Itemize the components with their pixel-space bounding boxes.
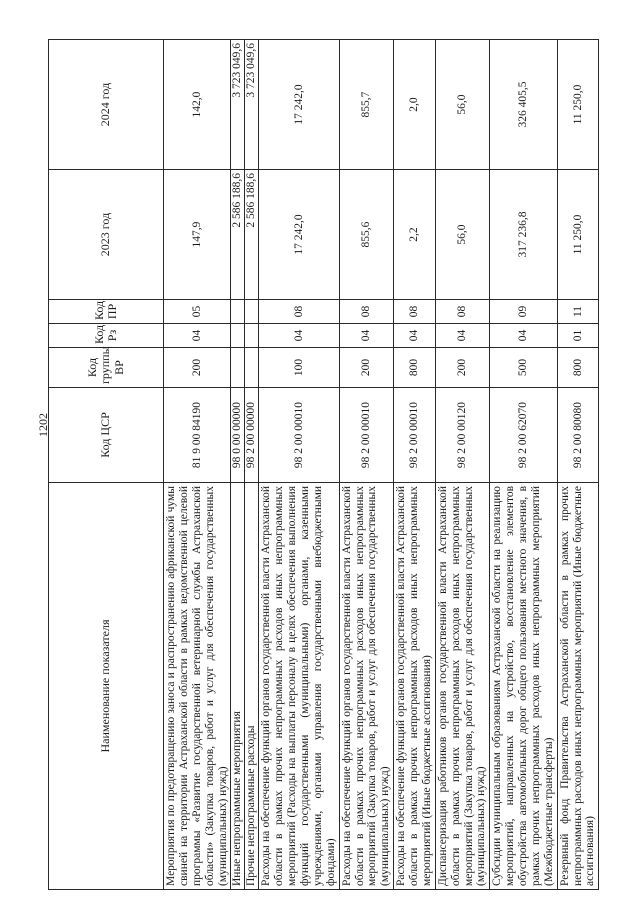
row-csr: 98 2 00 00120 xyxy=(435,388,490,483)
row-rz: 01 xyxy=(557,324,599,348)
row-csr: 98 2 00 00010 xyxy=(339,388,394,483)
table-row xyxy=(435,40,490,890)
header-2024: 2024 год xyxy=(49,40,164,170)
row-name: Расходы на обеспечение функций органов государственной власти Астраханской области в рамках прочих непрограммных расходов иных непрограммных мероприятий (Расходы на выплаты персоналу в целях обеспечения выполнения функций государственными (муниципальными) органами, казенными учреждениями, органами управления государственными внебюджетными фондами) xyxy=(259,483,339,890)
row-name: Резервный фонд Правительства Астраханской области в рамках прочих непрограммных расходов иных непрограммных мероприятий (Иные бюджетные ассигнования) xyxy=(557,483,599,890)
row-csr: 81 9 00 84190 xyxy=(164,388,231,483)
row-2024: 2,0 xyxy=(394,40,436,170)
row-name: Диспансеризация работников органов государственной власти Астраханской области в рамках прочих непрограммных расходов иных непрограммных мероприятий (Закупка товаров, работ и услуг для обеспечения государственных (муниципальных) нужд) xyxy=(435,483,490,890)
row-rz xyxy=(231,324,245,348)
row-2024: 142,0 xyxy=(164,40,231,170)
row-2023: 17 242,0 xyxy=(259,170,339,300)
row-rz: 04 xyxy=(490,324,557,348)
row-2024: 855,7 xyxy=(339,40,394,170)
table-row xyxy=(394,40,436,890)
row-csr: 98 2 00 00010 xyxy=(259,388,339,483)
header-2023: 2023 год xyxy=(49,170,164,300)
row-2023: 2,2 xyxy=(394,170,436,300)
row-rz: 04 xyxy=(164,324,231,348)
row-csr: 98 2 00 80080 xyxy=(557,388,599,483)
row-name: Мероприятия по предотвращению заноса и распространению африканской чумы свиней на территории Астраханской области в рамках ведомственной целевой программы «Развитие государственной ветеринарной службы Астраханской области» (Закупка товаров, работ и услуг для обеспечения государственных (муниципальных) нужд) xyxy=(164,483,231,890)
row-vr: 100 xyxy=(259,348,339,388)
row-rz: 04 xyxy=(394,324,436,348)
table-row xyxy=(557,40,599,890)
header-name: Наименование показателя xyxy=(49,483,164,890)
row-name: Расходы на обеспечение функций органов государственной власти Астраханской области в рамках прочих непрограммных расходов иных непрограммных мероприятий (Закупка товаров, работ и услуг для обеспечения государственных (муниципальных) нужд) xyxy=(339,483,394,890)
row-pr: 09 xyxy=(490,300,557,324)
row-csr: 98 0 00 00000 xyxy=(231,388,245,483)
row-2024: 3 723 049,6 xyxy=(245,40,259,170)
row-name: Иные непрограммные мероприятия xyxy=(231,483,245,890)
row-vr: 200 xyxy=(435,348,490,388)
row-2023: 855,6 xyxy=(339,170,394,300)
table-row xyxy=(231,40,245,890)
header-csr: Код ЦСР xyxy=(49,388,164,483)
row-vr xyxy=(231,348,245,388)
row-2023: 147,9 xyxy=(164,170,231,300)
row-rz xyxy=(245,324,259,348)
row-2024: 56,0 xyxy=(435,40,490,170)
row-pr xyxy=(231,300,245,324)
row-pr: 08 xyxy=(394,300,436,324)
row-2023: 11 250,0 xyxy=(557,170,599,300)
page-number: 1202 xyxy=(36,413,50,437)
header-rz: Код Рз xyxy=(49,324,164,348)
row-pr: 08 xyxy=(435,300,490,324)
rotated-page xyxy=(48,40,599,890)
row-2023: 56,0 xyxy=(435,170,490,300)
row-vr: 800 xyxy=(394,348,436,388)
table-row xyxy=(164,40,231,890)
row-2024: 3 723 049,6 xyxy=(231,40,245,170)
row-vr: 200 xyxy=(339,348,394,388)
header-vr: Код группы ВР xyxy=(49,348,164,388)
table-row xyxy=(490,40,557,890)
row-rz: 04 xyxy=(259,324,339,348)
row-vr: 800 xyxy=(557,348,599,388)
row-2023: 2 586 188,6 xyxy=(231,170,245,300)
row-name: Прочие непрограммные расходы xyxy=(245,483,259,890)
row-rz: 04 xyxy=(435,324,490,348)
row-pr xyxy=(245,300,259,324)
row-csr: 98 2 00 00010 xyxy=(394,388,436,483)
table-header-row xyxy=(49,40,164,890)
row-vr: 200 xyxy=(164,348,231,388)
row-2023: 317 236,8 xyxy=(490,170,557,300)
row-name: Субсидии муниципальным образованиям Астраханской области на реализацию мероприятий, направленных на устройство, восстановление элементов обустройства автомобильных дорог общего пользования местного значения, в рамках прочих непрограммных расходов иных непрограммных мероприятий (Межбюджетные трансферты) xyxy=(490,483,557,890)
row-pr: 11 xyxy=(557,300,599,324)
row-rz: 04 xyxy=(339,324,394,348)
row-csr: 98 2 00 00000 xyxy=(245,388,259,483)
budget-table xyxy=(48,39,599,890)
row-name: Расходы на обеспечение функций органов государственной власти Астраханской области в рамках прочих непрограммных расходов иных непрограммных мероприятий (Иные бюджетные ассигнования) xyxy=(394,483,436,890)
row-pr: 08 xyxy=(339,300,394,324)
row-2024: 17 242,0 xyxy=(259,40,339,170)
row-pr: 05 xyxy=(164,300,231,324)
row-2024: 11 250,0 xyxy=(557,40,599,170)
table-row xyxy=(245,40,259,890)
row-vr xyxy=(245,348,259,388)
row-2024: 326 405,5 xyxy=(490,40,557,170)
table-row xyxy=(259,40,339,890)
row-vr: 500 xyxy=(490,348,557,388)
row-csr: 98 2 00 62070 xyxy=(490,388,557,483)
row-2023: 2 586 188,6 xyxy=(245,170,259,300)
header-pr: Код ПР xyxy=(49,300,164,324)
table-row xyxy=(339,40,394,890)
row-pr: 08 xyxy=(259,300,339,324)
